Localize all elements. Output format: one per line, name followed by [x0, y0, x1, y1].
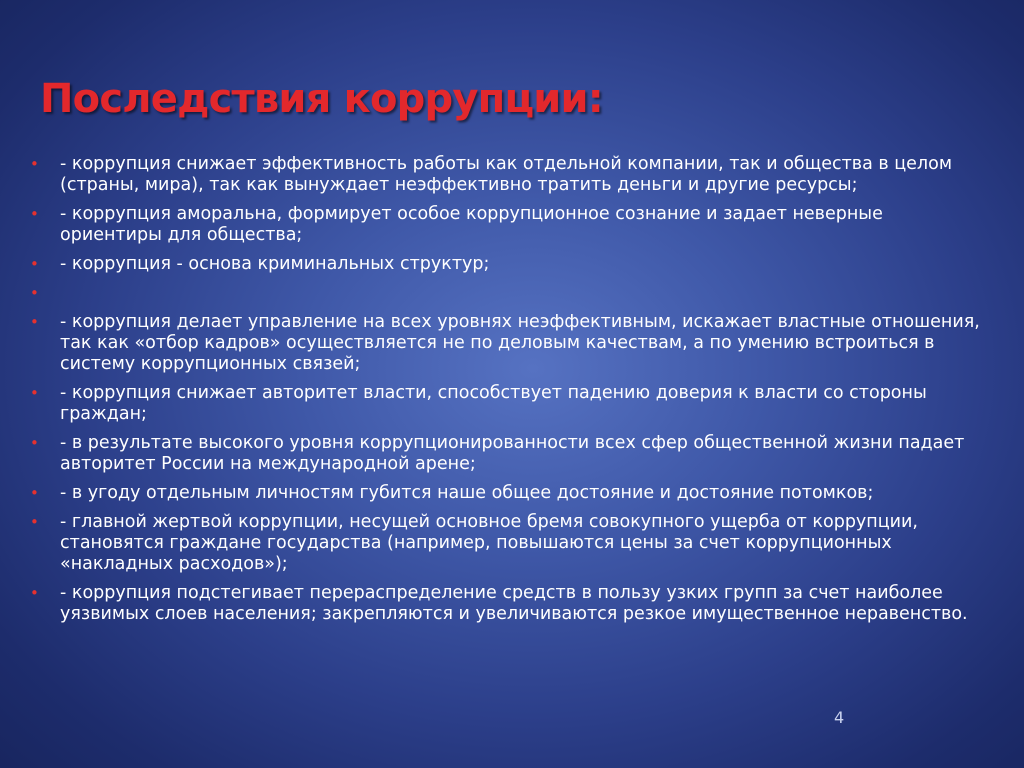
bullet-text: - коррупция подстегивает перераспределение средств в пользу узких групп за счет наиболее уязвимых слоев населения; закрепляются и увеличиваются резкое имущественное неравенство. [60, 583, 968, 624]
bullet-text: - в результате высокого уровня коррупционированности всех сфер общественной жизни падает авторитет России на международной арене; [60, 433, 965, 474]
bullet-icon: • [30, 255, 39, 273]
bullet-text: - коррупция делает управление на всех уровнях неэффективным, искажает властные отношения, так как «отбор кадров» осуществляется не по деловым качествам, а по умению встроиться в систему коррупционных связей; [60, 312, 980, 374]
bullet-item [30, 383, 980, 425]
bullet-item [30, 254, 980, 275]
bullet-item [30, 433, 980, 475]
bullet-text: - коррупция - основа криминальных структур; [60, 254, 490, 274]
bullet-icon: • [30, 584, 39, 602]
bullet-icon: • [30, 155, 39, 173]
bullet-item [30, 312, 980, 375]
bullet-text: - коррупция снижает авторитет власти, способствует падению доверия к власти со стороны граждан; [60, 383, 927, 424]
bullet-icon: • [30, 434, 39, 452]
bullet-icon: • [30, 284, 39, 302]
bullet-text: - коррупция снижает эффективность работы как отдельной компании, так и общества в целом (страны, мира), так как вынуждает неэффективно тратить деньги и другие ресурсы; [60, 154, 953, 195]
bullet-icon: • [30, 484, 39, 502]
bullet-item [30, 154, 980, 196]
bullet-list [30, 154, 980, 633]
bullet-item [30, 204, 980, 246]
bullet-item [30, 512, 980, 575]
bullet-item [30, 483, 980, 504]
bullet-icon: • [30, 384, 39, 402]
bullet-icon: • [30, 513, 39, 531]
bullet-icon: • [30, 313, 39, 331]
bullet-icon: • [30, 205, 39, 223]
bullet-text: - в угоду отдельным личностям губится наше общее достояние и достояние потомков; [60, 483, 874, 503]
bullet-item-empty [30, 283, 980, 304]
bullet-text: - коррупция аморальна, формирует особое коррупционное сознание и задает неверные ориентиры для общества; [60, 204, 883, 245]
bullet-text: - главной жертвой коррупции, несущей основное бремя совокупного ущерба от коррупции, становятся граждане государства (например, повышаются цены за счет коррупционных «накладных расходов»); [60, 512, 918, 574]
slide-title: Последствия коррупции: [40, 76, 603, 122]
page-number: 4 [834, 708, 845, 727]
bullet-item [30, 583, 980, 625]
